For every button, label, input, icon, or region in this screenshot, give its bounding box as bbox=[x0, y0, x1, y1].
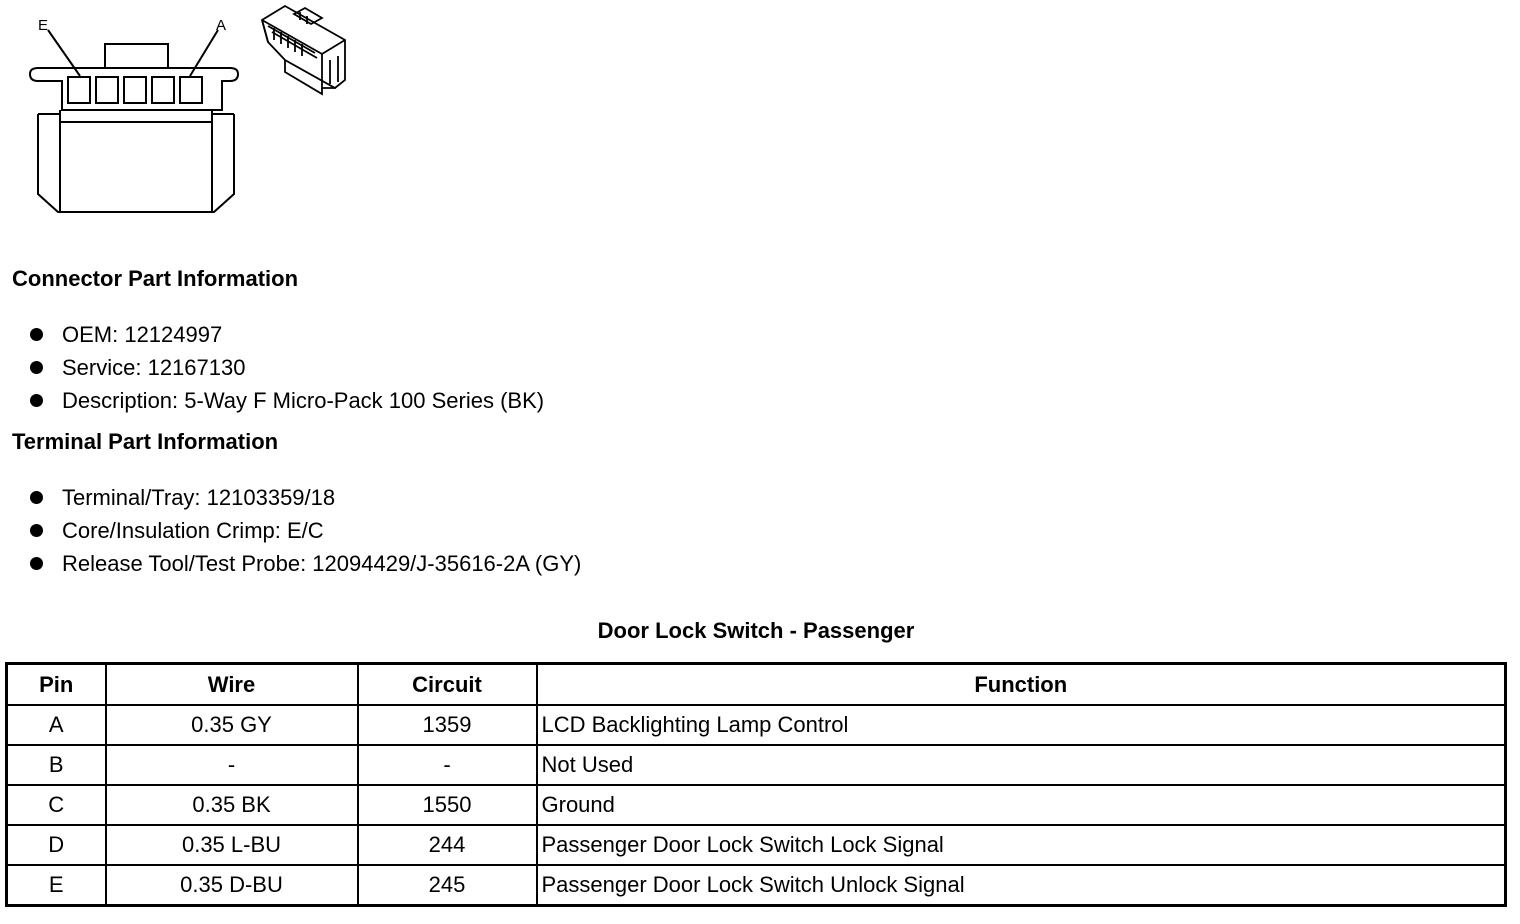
connector-front-view bbox=[0, 0, 370, 240]
wire-cell: 0.35 L-BU bbox=[106, 825, 358, 865]
list-item: Terminal/Tray: 12103359/18 bbox=[28, 481, 581, 514]
column-header-pin: Pin bbox=[7, 664, 106, 706]
function-cell: Passenger Door Lock Switch Unlock Signal bbox=[537, 865, 1506, 906]
pin-cell: C bbox=[7, 785, 106, 825]
column-header-circuit: Circuit bbox=[358, 664, 537, 706]
column-header-function: Function bbox=[537, 664, 1506, 706]
pin-cell: A bbox=[7, 705, 106, 745]
wire-cell: - bbox=[106, 745, 358, 785]
pinout-table bbox=[5, 662, 1507, 907]
list-item: Service: 12167130 bbox=[28, 351, 544, 384]
wire-cell: 0.35 GY bbox=[106, 705, 358, 745]
list-item: Release Tool/Test Probe: 12094429/J-35616-2A (GY) bbox=[28, 547, 581, 580]
terminal-info-list bbox=[28, 481, 581, 580]
function-cell: Ground bbox=[537, 785, 1506, 825]
pin-cell: E bbox=[7, 865, 106, 906]
pin-label-e: E bbox=[38, 17, 49, 34]
table-row bbox=[7, 825, 1506, 865]
list-item: Description: 5-Way F Micro-Pack 100 Series (BK) bbox=[28, 384, 544, 417]
table-title: Door Lock Switch - Passenger bbox=[597, 618, 915, 643]
function-cell: Not Used bbox=[537, 745, 1506, 785]
list-item: OEM: 12124997 bbox=[28, 318, 544, 351]
function-cell: LCD Backlighting Lamp Control bbox=[537, 705, 1506, 745]
circuit-cell: 245 bbox=[358, 865, 537, 906]
table-row bbox=[7, 705, 1506, 745]
connector-diagram bbox=[0, 0, 370, 240]
wire-cell: 0.35 BK bbox=[106, 785, 358, 825]
table-row bbox=[7, 745, 1506, 785]
table-row bbox=[7, 785, 1506, 825]
circuit-cell: 1550 bbox=[358, 785, 537, 825]
circuit-cell: 1359 bbox=[358, 705, 537, 745]
table-row bbox=[7, 865, 1506, 906]
connector-info-list bbox=[28, 318, 544, 417]
list-item: Core/Insulation Crimp: E/C bbox=[28, 514, 581, 547]
wire-cell: 0.35 D-BU bbox=[106, 865, 358, 906]
circuit-cell: - bbox=[358, 745, 537, 785]
terminal-info-heading: Terminal Part Information bbox=[12, 429, 279, 454]
pin-cell: D bbox=[7, 825, 106, 865]
connector-isometric-view bbox=[262, 6, 345, 94]
function-cell: Passenger Door Lock Switch Lock Signal bbox=[537, 825, 1506, 865]
column-header-wire: Wire bbox=[106, 664, 358, 706]
connector-info-heading: Connector Part Information bbox=[12, 266, 299, 291]
circuit-cell: 244 bbox=[358, 825, 537, 865]
pin-cell: B bbox=[7, 745, 106, 785]
table-header-row bbox=[7, 664, 1506, 706]
pin-label-a: A bbox=[216, 17, 227, 34]
